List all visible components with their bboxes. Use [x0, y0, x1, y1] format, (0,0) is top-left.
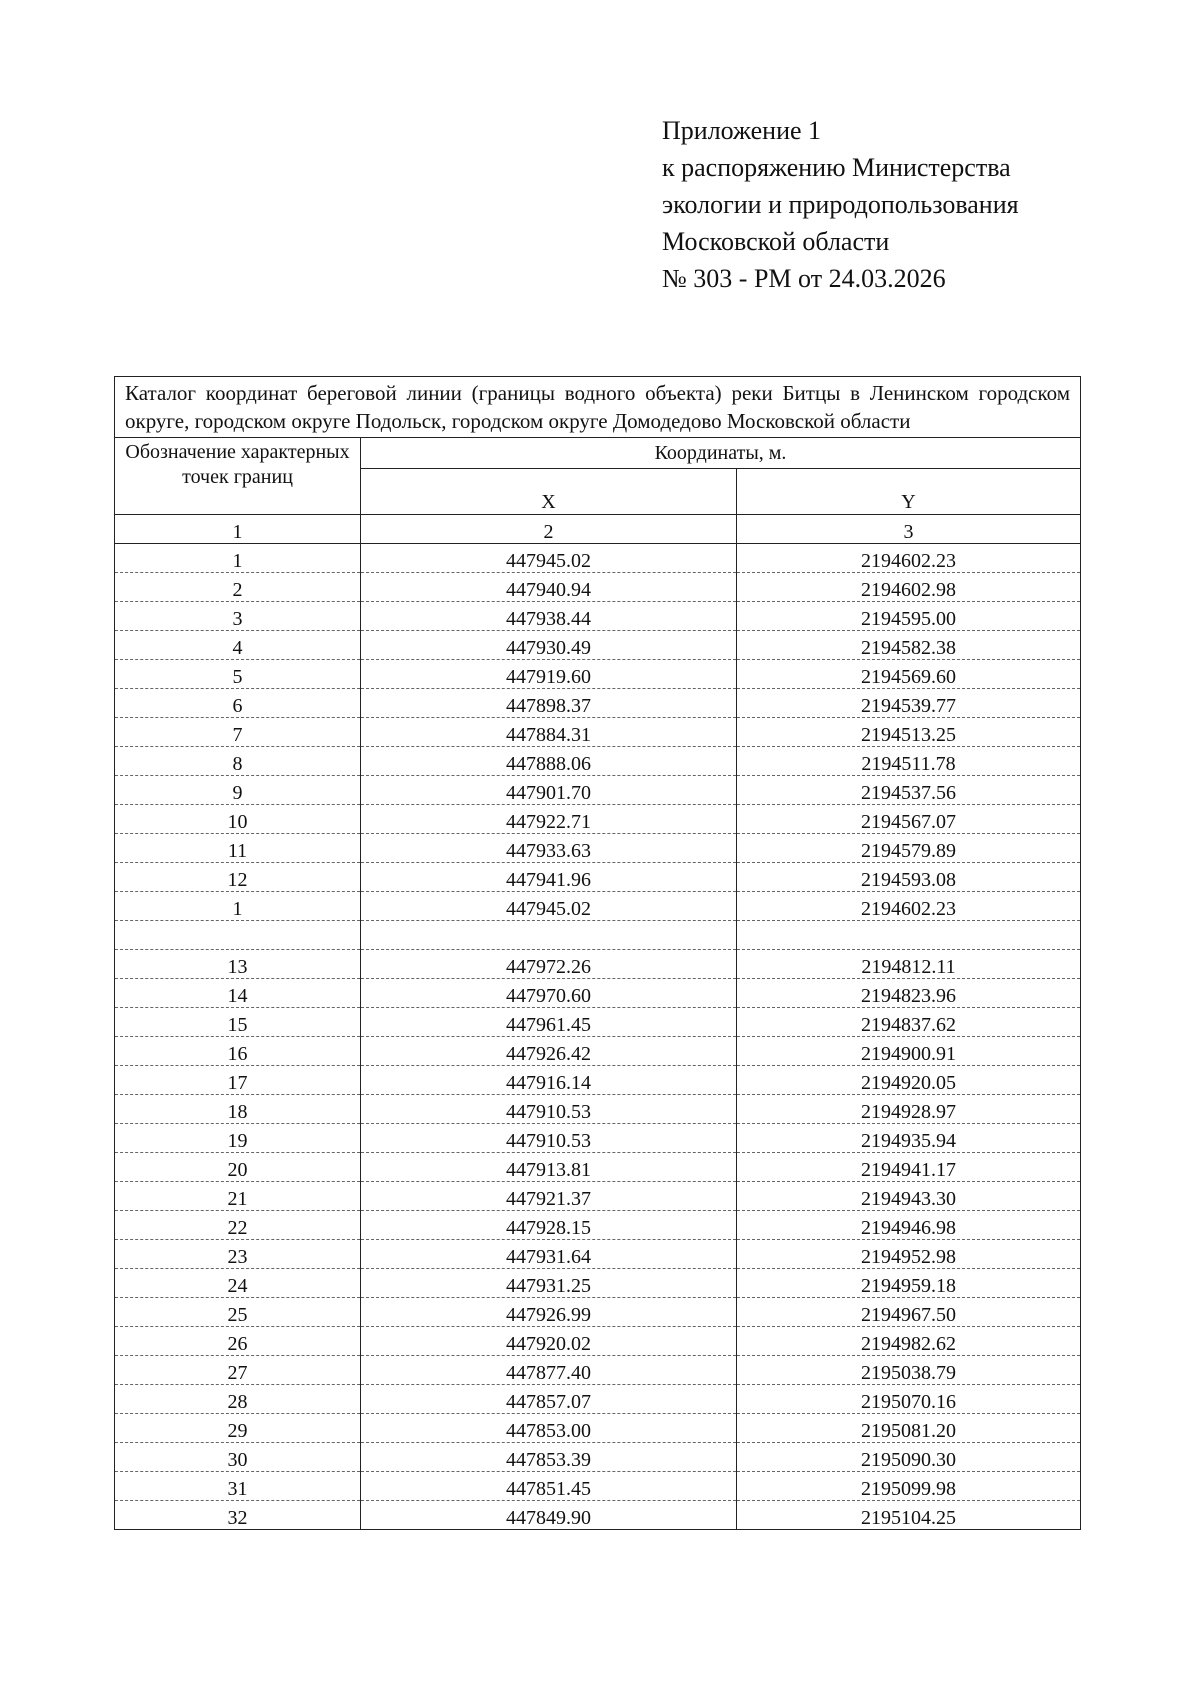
point-number-cell: 25: [115, 1298, 361, 1327]
y-coordinate-cell: 2195099.98: [737, 1472, 1081, 1501]
table-row: [115, 834, 1081, 863]
point-number-cell: 5: [115, 660, 361, 689]
x-coordinate-cell: 447930.49: [361, 631, 737, 660]
y-coordinate-cell: 2194602.98: [737, 573, 1081, 602]
table-row: [115, 747, 1081, 776]
y-coordinate-cell: 2195104.25: [737, 1501, 1081, 1530]
x-coordinate-cell: 447910.53: [361, 1095, 737, 1124]
point-number-cell: 14: [115, 979, 361, 1008]
coordinates-table: [114, 376, 1081, 1530]
x-coordinate-cell: 447931.64: [361, 1240, 737, 1269]
point-number-cell: 2: [115, 573, 361, 602]
column-number-3: 3: [737, 515, 1081, 544]
x-coordinate-cell: 447921.37: [361, 1182, 737, 1211]
x-coordinate-cell: 447945.02: [361, 892, 737, 921]
x-coordinate-cell: 447926.99: [361, 1298, 737, 1327]
y-coordinate-cell: 2194967.50: [737, 1298, 1081, 1327]
point-number-cell: 15: [115, 1008, 361, 1037]
table-row: [115, 1298, 1081, 1327]
x-coordinate-cell: 447938.44: [361, 602, 737, 631]
point-number-cell: 17: [115, 1066, 361, 1095]
point-designation-header: Обозначение характерных точек границ: [115, 438, 361, 515]
x-coordinate-cell: 447926.42: [361, 1037, 737, 1066]
x-coordinate-cell: 447945.02: [361, 544, 737, 573]
point-number-cell: 10: [115, 805, 361, 834]
point-number-cell: 1: [115, 892, 361, 921]
appendix-header: [662, 112, 1162, 297]
table-row: [115, 1269, 1081, 1298]
table-row: [115, 718, 1081, 747]
point-number-cell: [115, 921, 361, 950]
x-coordinate-cell: 447919.60: [361, 660, 737, 689]
y-column-header: Y: [737, 469, 1081, 515]
x-coordinate-cell: 447851.45: [361, 1472, 737, 1501]
point-number-cell: 32: [115, 1501, 361, 1530]
point-number-cell: 7: [115, 718, 361, 747]
table-row: [115, 1327, 1081, 1356]
table-row: [115, 1472, 1081, 1501]
x-coordinate-cell: 447931.25: [361, 1269, 737, 1298]
y-coordinate-cell: 2194823.96: [737, 979, 1081, 1008]
x-coordinate-cell: 447961.45: [361, 1008, 737, 1037]
table-row: [115, 1153, 1081, 1182]
point-number-cell: 26: [115, 1327, 361, 1356]
x-coordinate-cell: 447853.00: [361, 1414, 737, 1443]
y-coordinate-cell: 2194569.60: [737, 660, 1081, 689]
x-coordinate-cell: 447928.15: [361, 1211, 737, 1240]
y-coordinate-cell: 2194837.62: [737, 1008, 1081, 1037]
table-row: [115, 921, 1081, 950]
x-coordinate-cell: 447972.26: [361, 950, 737, 979]
point-number-cell: 8: [115, 747, 361, 776]
table-row: [115, 805, 1081, 834]
point-number-cell: 27: [115, 1356, 361, 1385]
y-coordinate-cell: 2194511.78: [737, 747, 1081, 776]
x-column-header: X: [361, 469, 737, 515]
y-coordinate-cell: 2194941.17: [737, 1153, 1081, 1182]
x-coordinate-cell: 447970.60: [361, 979, 737, 1008]
y-coordinate-cell: 2194943.30: [737, 1182, 1081, 1211]
x-coordinate-cell: 447877.40: [361, 1356, 737, 1385]
table-row: [115, 1008, 1081, 1037]
x-coordinate-cell: 447940.94: [361, 573, 737, 602]
y-coordinate-cell: 2194920.05: [737, 1066, 1081, 1095]
appendix-ministry-line: экологии и природопользования: [662, 190, 1019, 219]
y-coordinate-cell: 2194579.89: [737, 834, 1081, 863]
point-number-cell: 22: [115, 1211, 361, 1240]
table-row: [115, 979, 1081, 1008]
point-number-cell: 1: [115, 544, 361, 573]
table-row: [115, 602, 1081, 631]
table-row: [115, 1501, 1081, 1530]
table-row: [115, 689, 1081, 718]
x-coordinate-cell: 447922.71: [361, 805, 737, 834]
table-row: [115, 1443, 1081, 1472]
y-coordinate-cell: 2194928.97: [737, 1095, 1081, 1124]
y-coordinate-cell: 2194593.08: [737, 863, 1081, 892]
x-coordinate-cell: 447916.14: [361, 1066, 737, 1095]
table-row: [115, 950, 1081, 979]
coordinates-header: Координаты, м.: [361, 438, 1081, 469]
column-number-2: 2: [361, 515, 737, 544]
table-row: [115, 1182, 1081, 1211]
x-coordinate-cell: [361, 921, 737, 950]
table-row: [115, 1037, 1081, 1066]
y-coordinate-cell: 2194900.91: [737, 1037, 1081, 1066]
y-coordinate-cell: 2195090.30: [737, 1443, 1081, 1472]
table-row: [115, 631, 1081, 660]
y-coordinate-cell: 2194567.07: [737, 805, 1081, 834]
x-coordinate-cell: 447857.07: [361, 1385, 737, 1414]
point-number-cell: 24: [115, 1269, 361, 1298]
table-row: [115, 1356, 1081, 1385]
y-coordinate-cell: 2194946.98: [737, 1211, 1081, 1240]
appendix-order-line: к распоряжению Министерства: [662, 153, 1011, 182]
x-coordinate-cell: 447910.53: [361, 1124, 737, 1153]
column-number-1: 1: [115, 515, 361, 544]
table-row: [115, 660, 1081, 689]
y-coordinate-cell: 2195038.79: [737, 1356, 1081, 1385]
x-coordinate-cell: 447913.81: [361, 1153, 737, 1182]
y-coordinate-cell: 2194952.98: [737, 1240, 1081, 1269]
point-number-cell: 30: [115, 1443, 361, 1472]
y-coordinate-cell: 2194537.56: [737, 776, 1081, 805]
table-row: [115, 544, 1081, 573]
point-number-cell: 6: [115, 689, 361, 718]
table-row: [115, 1211, 1081, 1240]
y-coordinate-cell: 2194982.62: [737, 1327, 1081, 1356]
x-coordinate-cell: 447941.96: [361, 863, 737, 892]
point-number-cell: 9: [115, 776, 361, 805]
appendix-title: Приложение 1: [662, 116, 822, 145]
y-coordinate-cell: 2195081.20: [737, 1414, 1081, 1443]
table-row: [115, 573, 1081, 602]
x-coordinate-cell: 447853.39: [361, 1443, 737, 1472]
point-number-cell: 4: [115, 631, 361, 660]
y-coordinate-cell: 2195070.16: [737, 1385, 1081, 1414]
table-row: [115, 1095, 1081, 1124]
point-number-cell: 20: [115, 1153, 361, 1182]
y-coordinate-cell: 2194582.38: [737, 631, 1081, 660]
point-number-cell: 23: [115, 1240, 361, 1269]
table-row: [115, 1066, 1081, 1095]
x-coordinate-cell: 447849.90: [361, 1501, 737, 1530]
x-coordinate-cell: 447901.70: [361, 776, 737, 805]
x-coordinate-cell: 447920.02: [361, 1327, 737, 1356]
point-number-cell: 12: [115, 863, 361, 892]
y-coordinate-cell: 2194602.23: [737, 544, 1081, 573]
point-number-cell: 11: [115, 834, 361, 863]
table-row: [115, 1124, 1081, 1153]
y-coordinate-cell: 2194812.11: [737, 950, 1081, 979]
appendix-region-line: Московской области: [662, 227, 890, 256]
y-coordinate-cell: 2194513.25: [737, 718, 1081, 747]
table-row: [115, 863, 1081, 892]
table-row: [115, 1385, 1081, 1414]
table-row: [115, 892, 1081, 921]
y-coordinate-cell: 2194539.77: [737, 689, 1081, 718]
point-number-cell: 29: [115, 1414, 361, 1443]
table-row: [115, 1414, 1081, 1443]
appendix-order-number: № 303 - РМ от 24.03.2026: [662, 264, 946, 293]
y-coordinate-cell: 2194602.23: [737, 892, 1081, 921]
point-number-cell: 16: [115, 1037, 361, 1066]
x-coordinate-cell: 447898.37: [361, 689, 737, 718]
point-number-cell: 28: [115, 1385, 361, 1414]
point-number-cell: 13: [115, 950, 361, 979]
point-number-cell: 31: [115, 1472, 361, 1501]
table-row: [115, 776, 1081, 805]
y-coordinate-cell: 2194595.00: [737, 602, 1081, 631]
y-coordinate-cell: 2194959.18: [737, 1269, 1081, 1298]
table-row: [115, 1240, 1081, 1269]
coordinates-rows: [115, 544, 1081, 1530]
point-number-cell: 19: [115, 1124, 361, 1153]
table-caption: Каталог координат береговой линии (границы водного объекта) реки Битцы в Ленинском городском округе, городском округе Подольск, городском округе Домодедово Московской области: [115, 377, 1081, 438]
point-number-cell: 18: [115, 1095, 361, 1124]
x-coordinate-cell: 447888.06: [361, 747, 737, 776]
x-coordinate-cell: 447884.31: [361, 718, 737, 747]
point-number-cell: 21: [115, 1182, 361, 1211]
x-coordinate-cell: 447933.63: [361, 834, 737, 863]
y-coordinate-cell: 2194935.94: [737, 1124, 1081, 1153]
y-coordinate-cell: [737, 921, 1081, 950]
point-number-cell: 3: [115, 602, 361, 631]
